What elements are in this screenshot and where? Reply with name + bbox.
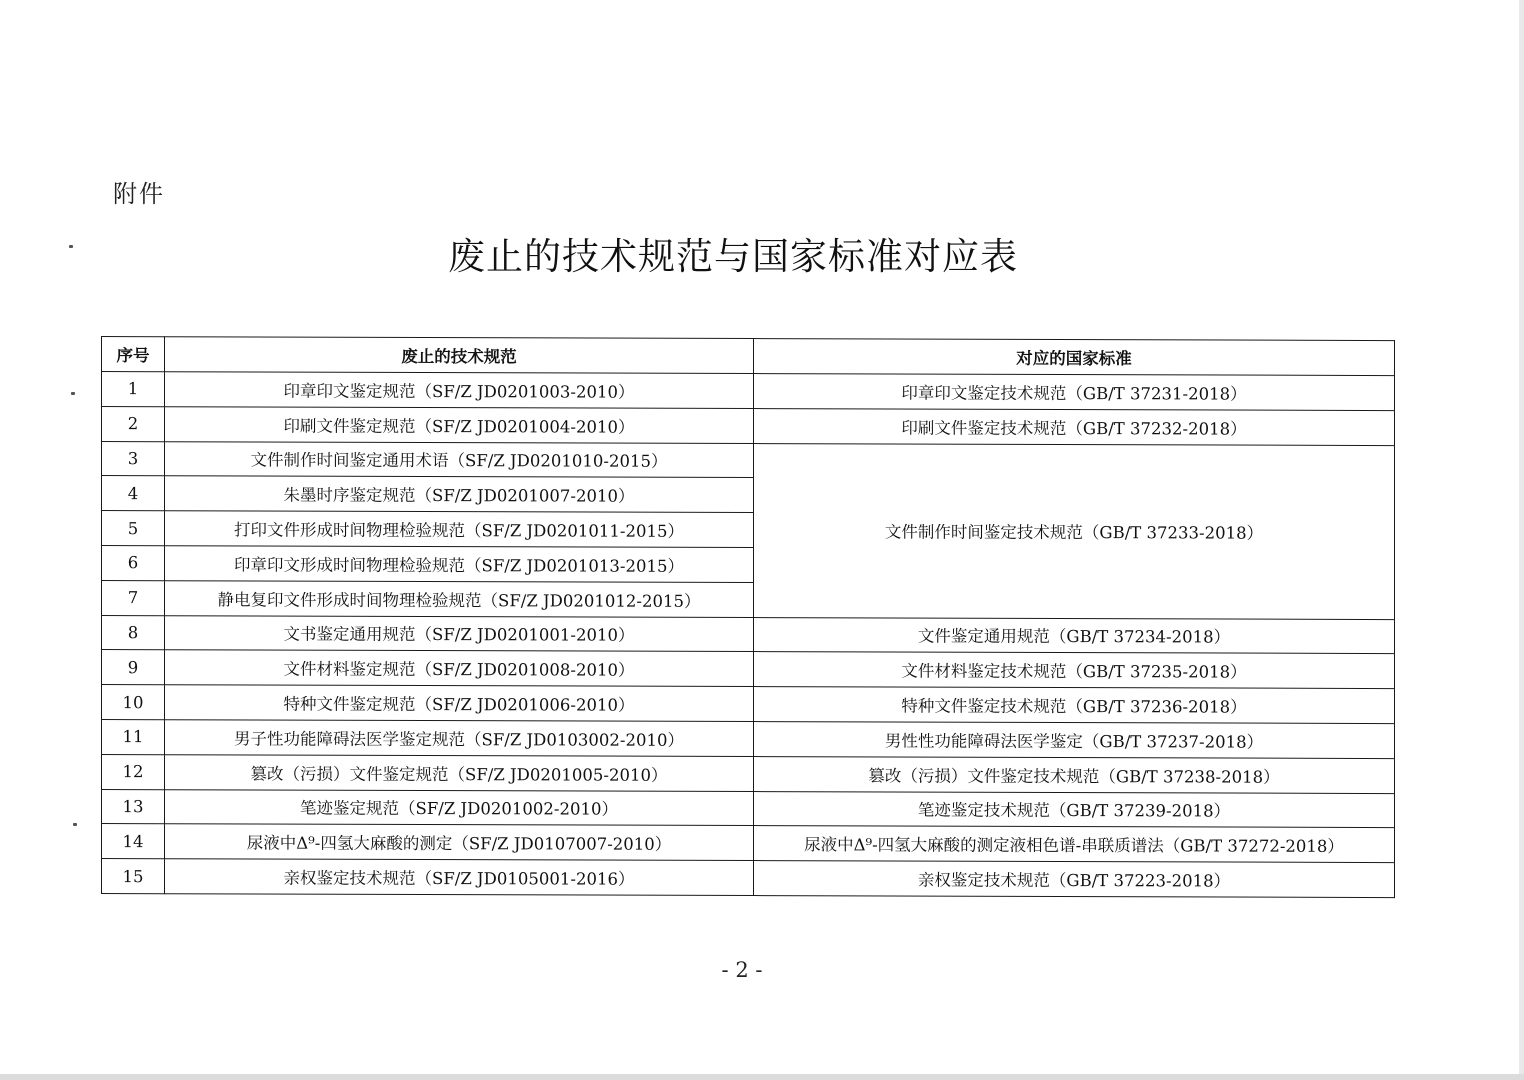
national-standard-cell: 特种文件鉴定技术规范（GB/T 37236-2018） <box>754 687 1395 724</box>
abolished-spec-cell: 笔迹鉴定规范（SF/Z JD0201002-2010） <box>165 789 754 826</box>
national-standard-cell: 尿液中Δ⁹-四氢大麻酸的测定液相色谱-串联质谱法（GB/T 37272-2018） <box>754 826 1395 863</box>
scan-speck <box>69 245 73 248</box>
standards-correspondence-table <box>101 336 1395 898</box>
national-standard-cell: 印章印文鉴定技术规范（GB/T 37231-2018） <box>754 374 1395 411</box>
national-standard-cell: 印刷文件鉴定技术规范（GB/T 37232-2018） <box>754 408 1395 445</box>
national-standard-cell: 笔迹鉴定技术规范（GB/T 37239-2018） <box>754 791 1395 828</box>
row-number: 15 <box>102 859 165 894</box>
abolished-spec-cell: 文件材料鉴定规范（SF/Z JD0201008-2010） <box>165 650 754 687</box>
row-number: 2 <box>102 406 165 441</box>
national-standard-cell: 男性性功能障碍法医学鉴定（GB/T 37237-2018） <box>754 722 1395 759</box>
header-serial-number: 序号 <box>102 337 165 372</box>
abolished-spec-cell: 文书鉴定通用规范（SF/Z JD0201001-2010） <box>165 615 754 652</box>
attachment-label: 附件 <box>113 180 165 208</box>
row-number: 9 <box>102 650 165 685</box>
table-row <box>102 441 1395 480</box>
table-header-row <box>102 337 1395 376</box>
row-number: 7 <box>102 580 165 615</box>
abolished-spec-cell: 印章印文形成时间物理检验规范（SF/Z JD0201013-2015） <box>165 546 754 583</box>
page-edge <box>0 1074 1524 1080</box>
row-number: 3 <box>102 441 165 476</box>
table-row <box>102 615 1395 654</box>
scan-speck <box>73 823 77 826</box>
row-number: 4 <box>102 476 165 511</box>
scan-speck <box>71 392 75 395</box>
row-number: 12 <box>102 754 165 789</box>
national-standard-cell: 文件鉴定通用规范（GB/T 37234-2018） <box>754 617 1395 654</box>
abolished-spec-cell: 文件制作时间鉴定通用术语（SF/Z JD0201010-2015） <box>165 441 754 478</box>
abolished-spec-cell: 篡改（污损）文件鉴定规范（SF/Z JD0201005-2010） <box>165 754 754 791</box>
document-title: 废止的技术规范与国家标准对应表 <box>448 235 1018 278</box>
row-number: 10 <box>102 685 165 720</box>
national-standard-cell: 篡改（污损）文件鉴定技术规范（GB/T 37238-2018） <box>754 756 1395 793</box>
table-row <box>102 406 1395 445</box>
table-row <box>102 824 1395 863</box>
abolished-spec-cell: 尿液中Δ⁹-四氢大麻酸的测定（SF/Z JD0107007-2010） <box>165 824 754 861</box>
abolished-spec-cell: 打印文件形成时间物理检验规范（SF/Z JD0201011-2015） <box>165 511 754 548</box>
row-number: 8 <box>102 615 165 650</box>
table-row <box>102 859 1395 898</box>
page-number: - 2 - <box>721 958 763 982</box>
row-number: 11 <box>102 719 165 754</box>
abolished-spec-cell: 男子性功能障碍法医学鉴定规范（SF/Z JD0103002-2010） <box>165 720 754 757</box>
table-row <box>102 372 1395 411</box>
national-standard-cell-merged: 文件制作时间鉴定技术规范（GB/T 37233-2018） <box>754 443 1395 619</box>
national-standard-cell: 文件材料鉴定技术规范（GB/T 37235-2018） <box>754 652 1395 689</box>
header-abolished-spec: 废止的技术规范 <box>165 337 754 374</box>
abolished-spec-cell: 静电复印文件形成时间物理检验规范（SF/Z JD0201012-2015） <box>165 580 754 617</box>
table-row <box>102 789 1395 828</box>
table-row <box>102 754 1395 793</box>
table-row <box>102 650 1395 689</box>
abolished-spec-cell: 印章印文鉴定规范（SF/Z JD0201003-2010） <box>165 372 754 409</box>
national-standard-cell: 亲权鉴定技术规范（GB/T 37223-2018） <box>754 861 1395 898</box>
abolished-spec-cell: 亲权鉴定技术规范（SF/Z JD0105001-2016） <box>165 859 754 896</box>
abolished-spec-cell: 特种文件鉴定规范（SF/Z JD0201006-2010） <box>165 685 754 722</box>
page-edge <box>1519 0 1524 1080</box>
row-number: 13 <box>102 789 165 824</box>
abolished-spec-cell: 朱墨时序鉴定规范（SF/Z JD0201007-2010） <box>165 476 754 513</box>
row-number: 14 <box>102 824 165 859</box>
row-number: 1 <box>102 372 165 407</box>
table-row <box>102 685 1395 724</box>
header-national-standard: 对应的国家标准 <box>754 339 1395 376</box>
table-row <box>102 719 1395 758</box>
row-number: 6 <box>102 545 165 580</box>
row-number: 5 <box>102 511 165 546</box>
abolished-spec-cell: 印刷文件鉴定规范（SF/Z JD0201004-2010） <box>165 406 754 443</box>
